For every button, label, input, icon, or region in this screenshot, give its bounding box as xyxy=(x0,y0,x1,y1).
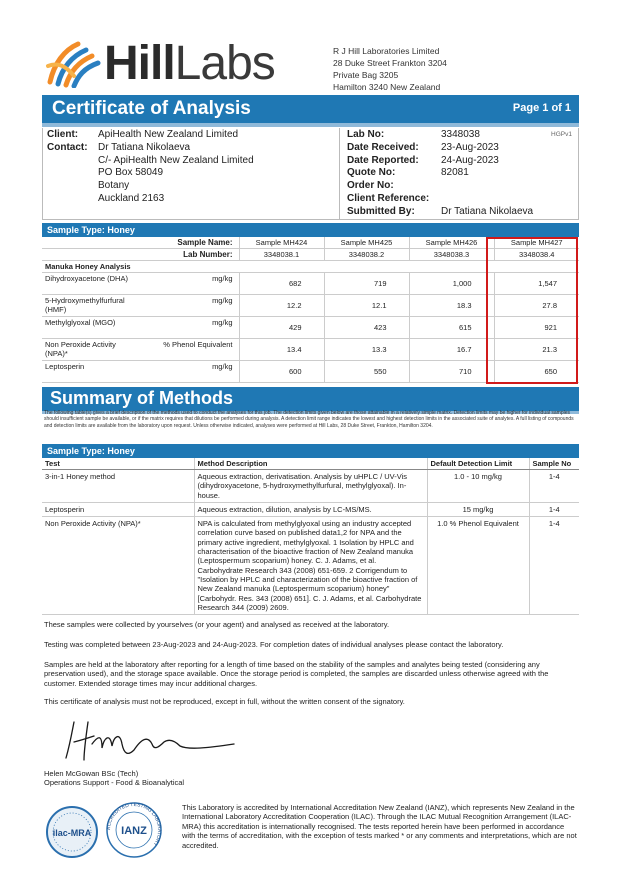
methods-table xyxy=(42,458,579,615)
lab-number-cell: 3348038.3 xyxy=(409,249,494,261)
result-value: 429 xyxy=(239,317,324,339)
test-name: 3-in-1 Honey method xyxy=(42,470,194,503)
client-reference-value xyxy=(441,193,533,206)
analyte-name: Dihydroxyacetone (DHA) xyxy=(42,273,142,295)
detection-limit: 1.0 % Phenol Equivalent xyxy=(427,517,529,615)
sample-numbers: 1-4 xyxy=(529,517,579,615)
note-paragraph: Samples are held at the laboratory after reporting for a length of time based on the stability of the samples and analytes being tested (considering any preservation used), and the storage space available. Once the storage period is completed, the samples are discarded unless otherwise agreed with the customer. Extended storage times may incur additional charges. xyxy=(44,660,549,688)
date-received-value: 23-Aug-2023 xyxy=(441,141,499,153)
column-header: Sample No xyxy=(529,458,579,470)
signatory-role: Operations Support - Food & Bioanalytical xyxy=(44,778,185,788)
ilac-logo-text: ilac-MRA xyxy=(52,828,92,838)
signature-image xyxy=(58,714,248,768)
page-number: Page 1 of 1 xyxy=(512,102,571,114)
lab-info-values xyxy=(441,129,533,219)
result-value: 13.3 xyxy=(324,339,409,361)
client-reference-label: Client Reference: xyxy=(347,192,430,204)
result-value: 719 xyxy=(324,273,409,295)
summary-title: Summary of Methods xyxy=(50,388,234,408)
address-line: 28 Duke Street Frankton 3204 xyxy=(333,58,447,68)
result-value: 16.7 xyxy=(409,339,494,361)
table-row xyxy=(42,517,579,615)
detection-limit: 1.0 - 10 mg/kg xyxy=(427,470,529,503)
result-value: 27.8 xyxy=(494,295,579,317)
order-no-label: Order No: xyxy=(347,180,394,192)
certificate-title: Certificate of Analysis xyxy=(52,98,251,119)
sample-name-label: Sample Name: xyxy=(42,237,239,249)
detection-limit: 15 mg/kg xyxy=(427,502,529,516)
sample-name-cell: Sample MH427 xyxy=(494,237,579,249)
address-line: Private Bag 3205 xyxy=(333,70,399,80)
table-row xyxy=(42,470,579,503)
lab-number-cell: 3348038.1 xyxy=(239,249,324,261)
result-value: 1,000 xyxy=(409,273,494,295)
sample-type-bar: Sample Type: Honey xyxy=(42,223,579,237)
address-line: R J Hill Laboratories Limited xyxy=(333,46,440,56)
ianz-ring-text: ACCREDITED TESTING LABORATORY xyxy=(105,802,163,847)
date-reported-label: Date Reported: xyxy=(347,154,419,166)
analyte-unit: mg/kg xyxy=(142,361,239,383)
result-value: 423 xyxy=(324,317,409,339)
sample-name-cell: Sample MH424 xyxy=(239,237,324,249)
analyte-name: Non Peroxide Activity (NPA)* xyxy=(42,339,142,361)
method-description: Aqueous extraction, derivatisation. Analysis by uHPLC / UV-Vis (dihydroxyacetone, 5-hydroxymethylfurfural, methylglyoxal). In-house. xyxy=(194,470,427,503)
result-value: 921 xyxy=(494,317,579,339)
method-description: NPA is calculated from methylglyoxal using an industry accepted correlation curve based on published data1,2 for NPA and the primary active ingredient, methylglyoxal. 1 Isolation by HPLC and characterisation of the bioactive fraction of New Zealand manuka (Leptospermum scoparium) honey. C. J. Adams, et al. Carbohydrate Research 343 (2008) 651-659. 2 Corrigendum to "Isolation by HPLC and characterization of the bioactive fraction of New Zealand manuka (Leptospermum scoparium) honey" [Carbohydr. Res. 343 (2008) 651]. C. J. Adams, et al. Carbohydrate Research 344 (2009) 2609. xyxy=(194,517,427,615)
submitted-by-label: Submitted By: xyxy=(347,205,415,217)
analyte-unit: % Phenol Equivalent xyxy=(142,339,239,361)
sample-numbers: 1-4 xyxy=(529,470,579,503)
client-label: Client: xyxy=(47,129,79,140)
form-code: HGPv1 xyxy=(551,131,572,138)
lab-no-label: Lab No: xyxy=(347,129,385,140)
order-no-value xyxy=(441,180,533,193)
analyte-name: Leptosperin xyxy=(42,361,142,383)
table-row xyxy=(42,502,579,516)
accreditation-statement: This Laboratory is accredited by International Accreditation New Zealand (IANZ), which represents New Zealand in the International Laboratory Accreditation Cooperation (ILAC). Through the ILAC Mutual Recognition Arrangement (ILAC-MRA) this accreditation is internationally recognised. The tests reported herein have been performed in accordance with the terms of accreditation, with the exception of tests marked * or any comments and interpretations, which are not accredited. xyxy=(182,803,577,850)
address-line: C/- ApiHealth New Zealand Limited xyxy=(98,154,254,166)
result-value: 21.3 xyxy=(494,339,579,361)
certificate-title-bar xyxy=(42,95,579,123)
quote-no-label: Quote No: xyxy=(347,167,396,179)
lab-no-value: 3348038 xyxy=(441,129,480,140)
analyte-name: Methylglyoxal (MGO) xyxy=(42,317,142,339)
result-value: 650 xyxy=(494,361,579,383)
address-line: Auckland 2163 xyxy=(98,192,165,204)
divider xyxy=(339,128,340,220)
analyte-unit: mg/kg xyxy=(142,273,239,295)
lab-number-cell: 3348038.2 xyxy=(324,249,409,261)
client-details-box xyxy=(42,128,579,220)
client-name: ApiHealth New Zealand Limited xyxy=(98,129,239,140)
column-header: Default Detection Limit xyxy=(427,458,529,470)
date-reported-value: 24-Aug-2023 xyxy=(441,154,499,166)
submitted-by-value: Dr Tatiana Nikolaeva xyxy=(441,205,534,217)
column-header: Test xyxy=(42,458,194,470)
column-header: Method Description xyxy=(194,458,427,470)
result-value: 600 xyxy=(239,361,324,383)
test-name: Non Peroxide Activity (NPA)* xyxy=(42,517,194,615)
result-value: 12.1 xyxy=(324,295,409,317)
signatory-name: Helen McGowan BSc (Tech) xyxy=(44,769,139,778)
sample-type-bar: Sample Type: Honey xyxy=(42,444,579,458)
sample-highlight-box xyxy=(486,237,578,384)
ianz-logo-text: IANZ xyxy=(121,825,147,837)
sample-name-cell: Sample MH426 xyxy=(409,237,494,249)
lab-address xyxy=(333,45,447,93)
result-value: 13.4 xyxy=(239,339,324,361)
address-line: Botany xyxy=(98,180,130,192)
result-value: 18.3 xyxy=(409,295,494,317)
contact-name: Dr Tatiana Nikolaeva xyxy=(98,141,191,153)
lab-info-labels xyxy=(347,129,429,219)
summary-title-bar xyxy=(42,387,579,411)
result-value: 12.2 xyxy=(239,295,324,317)
analyte-unit: mg/kg xyxy=(142,295,239,317)
quote-no-value: 82081 xyxy=(441,167,469,179)
section-heading: Manuka Honey Analysis xyxy=(42,261,579,273)
date-received-label: Date Received: xyxy=(347,141,419,153)
note-paragraph: Testing was completed between 23-Aug-2023 and 24-Aug-2023. For completion dates of individual analyses please contact the laboratory. xyxy=(44,640,504,649)
address-line: Hamilton 3240 New Zealand xyxy=(333,82,441,92)
hill-labs-logo-mark xyxy=(44,36,102,88)
client-labels xyxy=(47,129,88,155)
result-value: 1,547 xyxy=(494,273,579,295)
contact-label: Contact: xyxy=(47,141,88,153)
analyte-name: 5-Hydroxymethylfurfural (HMF) xyxy=(42,295,142,317)
note-paragraph: These samples were collected by yourselves (or your agent) and analysed as received at the laboratory. xyxy=(44,620,390,629)
analyte-unit: mg/kg xyxy=(142,317,239,339)
lab-number-label: Lab Number: xyxy=(42,249,239,261)
sample-name-cell: Sample MH425 xyxy=(324,237,409,249)
lab-number-cell: 3348038.4 xyxy=(494,249,579,261)
methods-intro-note: The following table(s) gives a brief description of the methods used to conduct the analyses for this job. The detection limits given below are those attainable in a relatively simple matrix. Detection limits may be higher for individual samples should insufficient sample be available, or if the matrix requires that dilutions be performed during analysis. A detection limit range indicates the lowest and highest detection limits in the associated suite of analytes. A full listing of compounds and detection limits are available from the laboratory upon request. Unless otherwise indicated, analyses were performed at Hill Labs, 28 Duke Street, Frankton, Hamilton 3204. xyxy=(44,410,574,429)
signatory-block xyxy=(44,769,184,788)
ilac-mra-logo xyxy=(44,804,100,860)
methods-header-row xyxy=(42,458,579,470)
test-name: Leptosperin xyxy=(42,502,194,516)
result-value: 550 xyxy=(324,361,409,383)
method-description: Aqueous extraction, dilution, analysis by LC-MS/MS. xyxy=(194,502,427,516)
hill-labs-logo-wordmark: HillLabs xyxy=(104,37,275,90)
ianz-accredited-logo xyxy=(104,800,164,860)
note-paragraph: This certificate of analysis must not be reproduced, except in full, without the written consent of the signatory. xyxy=(44,697,405,706)
result-value: 615 xyxy=(409,317,494,339)
address-line: PO Box 58049 xyxy=(98,167,164,179)
client-values xyxy=(98,129,254,206)
title-bar-strip xyxy=(42,123,579,127)
result-value: 710 xyxy=(409,361,494,383)
result-value: 682 xyxy=(239,273,324,295)
sample-numbers: 1-4 xyxy=(529,502,579,516)
